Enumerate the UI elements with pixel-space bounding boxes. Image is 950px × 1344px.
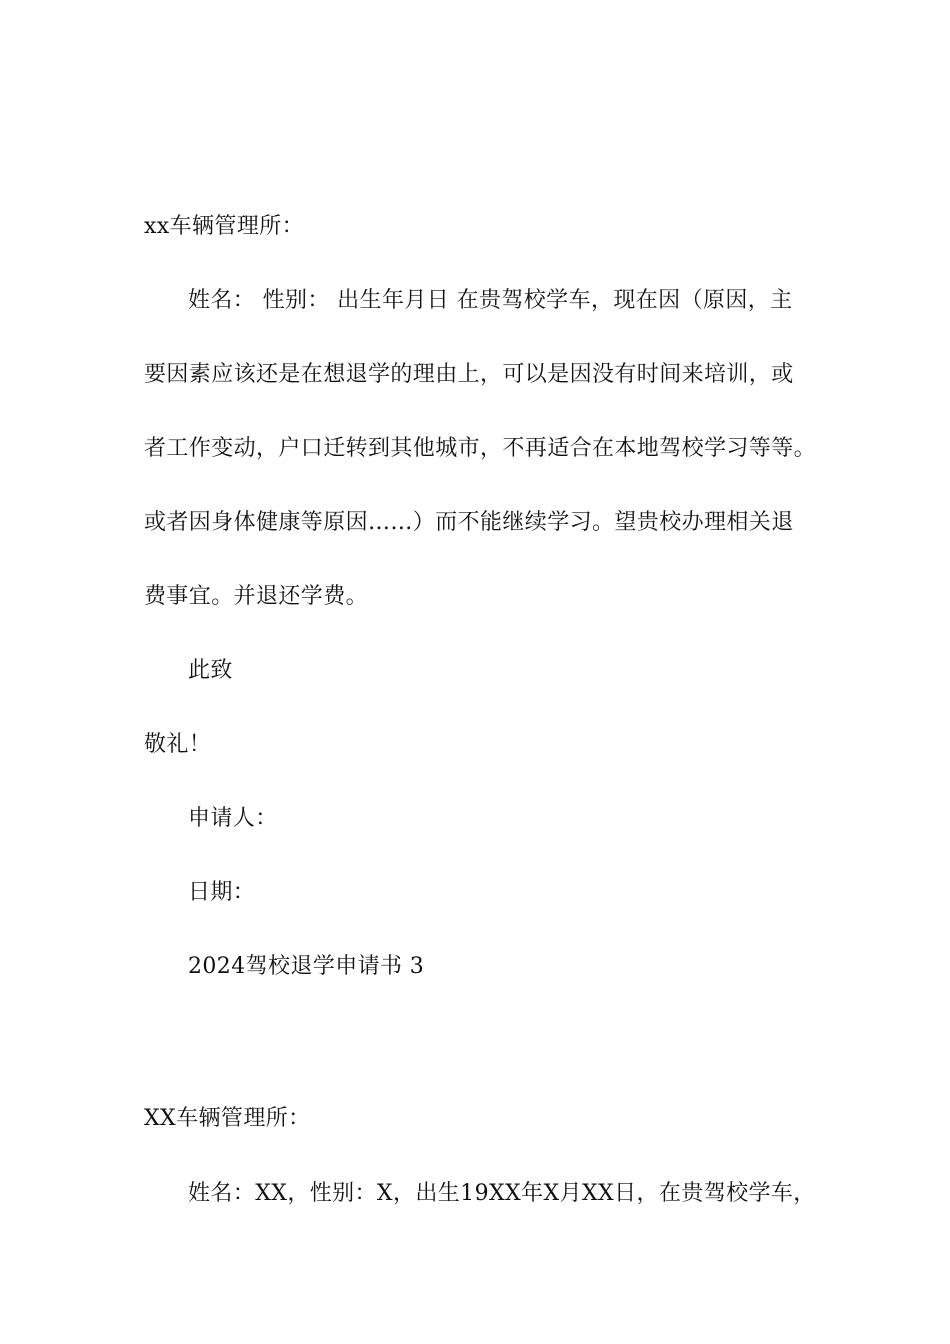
section-2-title: 2024驾校退学申请书 3 (188, 954, 425, 979)
paragraph-2-line-1: 姓名：XX，性别：X，出生19XX年X月XX日，在贵驾校学车， (188, 1181, 816, 1206)
date-label: 日期： (188, 880, 256, 905)
closing-1: 此致 (188, 658, 233, 683)
paragraph-1-line-4: 或者因身体健康等原因……）而不能继续学习。望贵校办理相关退 (144, 510, 794, 535)
salutation-1: xx车辆管理所： (144, 214, 305, 239)
paragraph-1-line-3: 者工作变动，户口迁转到其他城市，不再适合在本地驾校学习等等。 (144, 436, 817, 461)
paragraph-1-line-2: 要因素应该还是在想退学的理由上，可以是因没有时间来培训，或 (144, 362, 794, 387)
paragraph-1-line-1: 姓名： 性别： 出生年月日 在贵驾校学车，现在因（原因，主 (188, 288, 793, 313)
closing-2: 敬礼！ (144, 732, 212, 757)
applicant-label: 申请人： (188, 806, 278, 831)
paragraph-1-line-5: 费事宜。并退还学费。 (144, 584, 369, 609)
salutation-2: XX车辆管理所： (144, 1106, 311, 1131)
